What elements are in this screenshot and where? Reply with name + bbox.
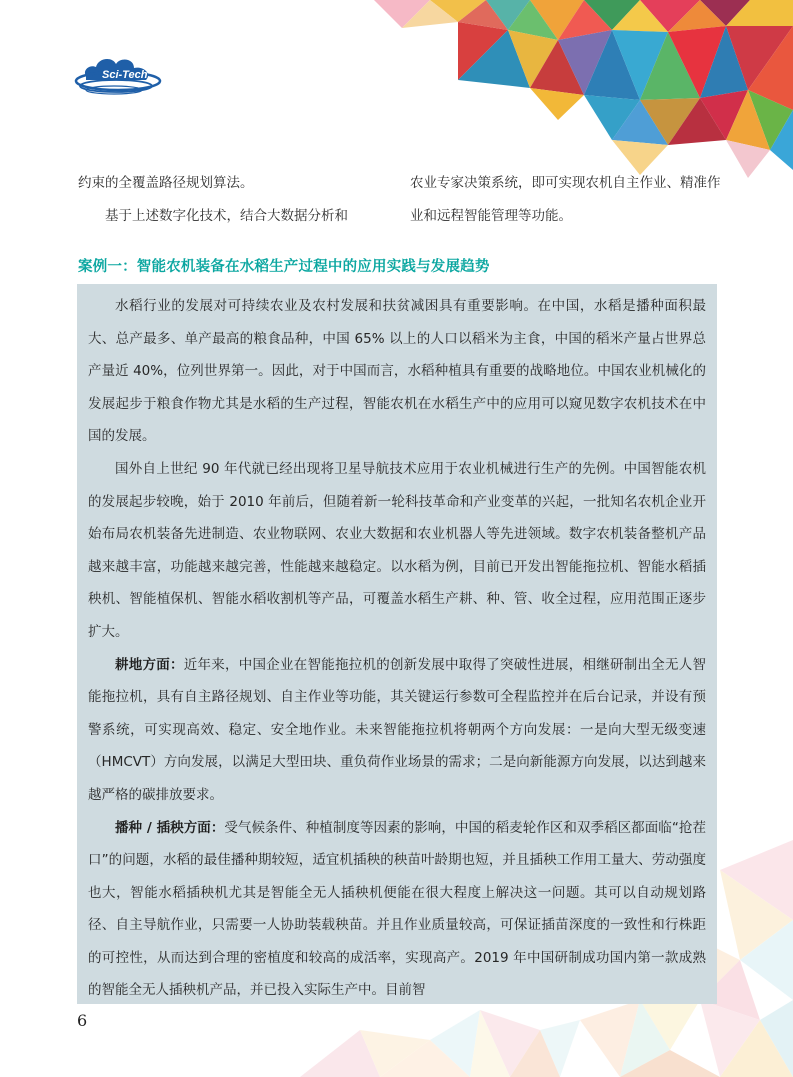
intro-left-column [78,167,388,233]
bottom-left-mosaic [300,1010,580,1077]
case-heading: 案例一：智能农机装备在水稻生产过程中的应用实践与发展趋势 [78,259,490,275]
intro-left-para1: 约束的全覆盖路径规划算法。 [78,175,254,191]
case-para-4-label: 播种 / 插秧方面： [115,819,225,836]
top-right-mosaic [374,0,793,178]
case-para-3-text: 近年来，中国企业在智能拖拉机的创新发展中取得了突破性进展，相继研制出全无人智能拖拉机，具有自主路径规划、自主作业等功能，其关键运行参数可全程监控并在后台记录，并设有预警系统，可实现高效、稳定、安全地作业。未来智能拖拉机将朝两个方向发展：一是向大型无级变速（HMCVT）方向发展，以满足大型田块、重负荷作业场景的需求；二是向新能源方向发展，以达到越来越严格的碳排放要求。 [88,656,706,803]
intro-right-para: 农业专家决策系统，即可实现农机自主作业、精准作业和远程智能管理等功能。 [410,175,721,224]
case-para-4 [88,812,706,1008]
logo-text: Sci-Tech [102,69,148,81]
intro-right-column [410,167,730,233]
case-study-box [77,284,717,1004]
page-number: 6 [77,1011,88,1030]
case-para-3 [88,649,706,812]
case-para-4-text: 受气候条件、种植制度等因素的影响，中国的稻麦轮作区和双季稻区都面临“抢茬口”的问题，水稻的最佳播种期较短，适宜机插秧的秧苗叶龄期也短，并且插秧工作用工量大、劳动强度也大，智能水稻插秧机尤其是智能全无人插秧机便能在很大程度上解决这一问题。其可以自动规划路径、自主导航作业，只需要一人协助装载秧苗。并且作业质量较高，可保证插苗深度的一致性和行株距的可控性，从而达到合理的密植度和较高的成活率，实现高产。2019 年中国研制成功国内第一款成熟的智能全无人插秧机产品，并已投入实际生产中。目前智 [88,819,706,999]
sci-tech-logo [72,48,164,98]
case-para-2: 国外自上世纪 90 年代就已经出现将卫星导航技术应用于农业机械进行生产的先例。中国智能农机的发展起步较晚，始于 2010 年前后，但随着新一轮科技革命和产业变革的兴起，一批知名农机企业开始布局农机装备先进制造、农业物联网、农业大数据和农业机器人等先进领域。数字农机装备整机产品越来越丰富，功能越来越完善，性能越来越稳定。以水稻为例，目前已开发出智能拖拉机、智能水稻插秧机、智能植保机、智能水稻收割机等产品，可覆盖水稻生产耕、种、管、收全过程，应用范围正逐步扩大。 [88,460,706,640]
intro-left-para2: 基于上述数字化技术，结合大数据分析和 [105,208,348,224]
case-para-1: 水稻行业的发展对可持续农业及农村发展和扶贫减困具有重要影响。在中国，水稻是播种面积最大、总产最多、单产最高的粮食品种，中国 65% 以上的人口以稻米为主食，中国的稻米产量占世界总产量近 40%，位列世界第一。因此，对于中国而言，水稻种植具有重要的战略地位。中国农业机械化的发展起步于粮食作物尤其是水稻的生产过程，智能农机在水稻生产中的应用可以窥见数字农机技术在中国的发展。 [88,298,706,445]
case-para-3-label: 耕地方面： [115,656,184,673]
